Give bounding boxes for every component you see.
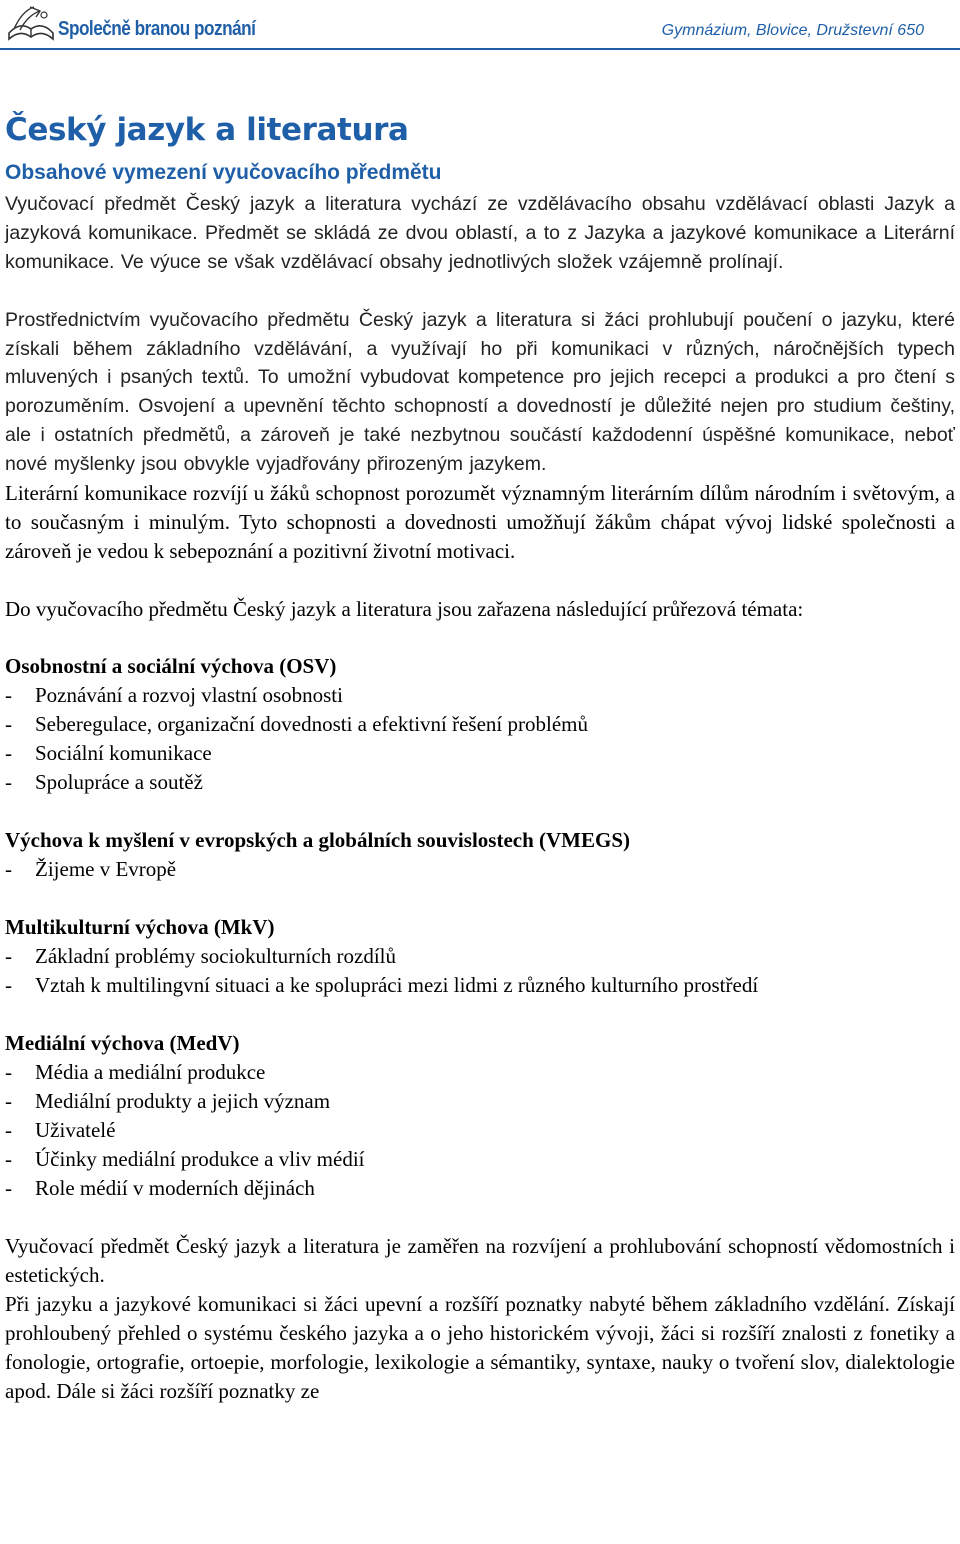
- list-item: - Role médií v moderních dějinách: [5, 1174, 955, 1203]
- theme-heading: Mediální výchova (MedV): [5, 1031, 240, 1056]
- theme-list: [5, 1058, 955, 1203]
- theme-list: [5, 855, 955, 884]
- open-book-logo-icon: [6, 3, 56, 45]
- list-item: - Spolupráce a soutěž: [5, 768, 955, 797]
- school-address: Gymnázium, Blovice, Družstevní 650: [661, 22, 924, 39]
- paragraph-2: Literární komunikace rozvíjí u žáků schopnost porozumět významným literárním dílům národním i světovým, a to současným i minulým. Tyto schopnosti a dovednosti umožňují žákům chápat vývoj lidské společnosti a zároveň je vedou k sebepoznání a pozitivní životní motivaci.: [5, 481, 955, 563]
- paragraph-4: Vyučovací předmět Český jazyk a literatura je zaměřen na rozvíjení a prohlubování schopností vědomostních i estetických.: [5, 1234, 955, 1287]
- paragraph-5: Při jazyku a jazykové komunikaci si žáci upevní a rozšíří poznatky nabyté během základního vzdělání. Získají prohloubený přehled o systému českého jazyka a o jeho historickém vývoji, žáci si rozšíří znalosti z fonetiky a fonologie, ortografie, ortoepie, morfologie, lexikologie a sémantiky, syntaxe, nauky o tvoření slov, dialektologie apod. Dále si žáci rozšíří poznatky ze: [5, 1291, 955, 1403]
- list-item: - Mediální produkty a jejich význam: [5, 1087, 955, 1116]
- paragraph-3: Do vyučovacího předmětu Český jazyk a literatura jsou zařazena následující průřezová témata:: [5, 596, 804, 621]
- section-subtitle: Obsahové vymezení vyučovacího předmětu: [5, 161, 442, 184]
- page-title: Český jazyk a literatura: [5, 112, 409, 148]
- list-item: - Sociální komunikace: [5, 739, 955, 768]
- list-item: - Vztah k multilingvní situaci a ke spolupráci mezi lidmi z různého kulturního prostředí: [5, 971, 955, 1000]
- page-header: [0, 0, 960, 52]
- document-body: [5, 100, 955, 1405]
- list-item: - Poznávání a rozvoj vlastní osobnosti: [5, 681, 955, 710]
- list-item: - Žijeme v Evropě: [5, 855, 955, 884]
- list-item: - Seberegulace, organizační dovednosti a efektivní řešení problémů: [5, 710, 955, 739]
- intro-paragraph: Vyučovací předmět Český jazyk a literatura vychází ze vzdělávacího obsahu vzdělávací oblasti Jazyk a jazyková komunikace. Předmět se skládá ze dvou oblastí, a to z Jazyka a jazykové komunikace a Literární komunikace. Ve výuce se však vzdělávací obsahy jednotlivých složek vzájemně prolínají.: [5, 193, 955, 273]
- list-item: - Uživatelé: [5, 1116, 955, 1145]
- list-item: - Základní problémy sociokulturních rozdílů: [5, 942, 955, 971]
- theme-list: [5, 681, 955, 797]
- header-divider: [0, 48, 960, 50]
- brand-name: Společně branou poznání: [58, 18, 256, 40]
- list-item: - Média a mediální produkce: [5, 1058, 955, 1087]
- paragraph-1: Prostřednictvím vyučovacího předmětu Český jazyk a literatura si žáci prohlubují poučení o jazyku, které získali během základního vzdělávání, a využívají ho při komunikaci v různých, náročnějších typech mluvených i psaných textů. To umožní vybudovat kompetence pro jejich recepci a produkci a pro čtení s porozuměním. Osvojení a upevnění těchto schopností a dovedností je důležité nejen pro studium češtiny, ale i ostatních předmětů, a zároveň je také nezbytnou součástí každodenní úspěšné komunikace, neboť nové myšlenky jsou obvykle vyjadřovány přirozeným jazykem.: [5, 308, 955, 476]
- theme-heading: Osobnostní a sociální výchova (OSV): [5, 654, 337, 679]
- theme-heading: Multikulturní výchova (MkV): [5, 915, 275, 940]
- theme-list: [5, 942, 955, 1000]
- list-item: - Účinky mediální produkce a vliv médií: [5, 1145, 955, 1174]
- theme-heading: Výchova k myšlení v evropských a globálních souvislostech (VMEGS): [5, 828, 631, 853]
